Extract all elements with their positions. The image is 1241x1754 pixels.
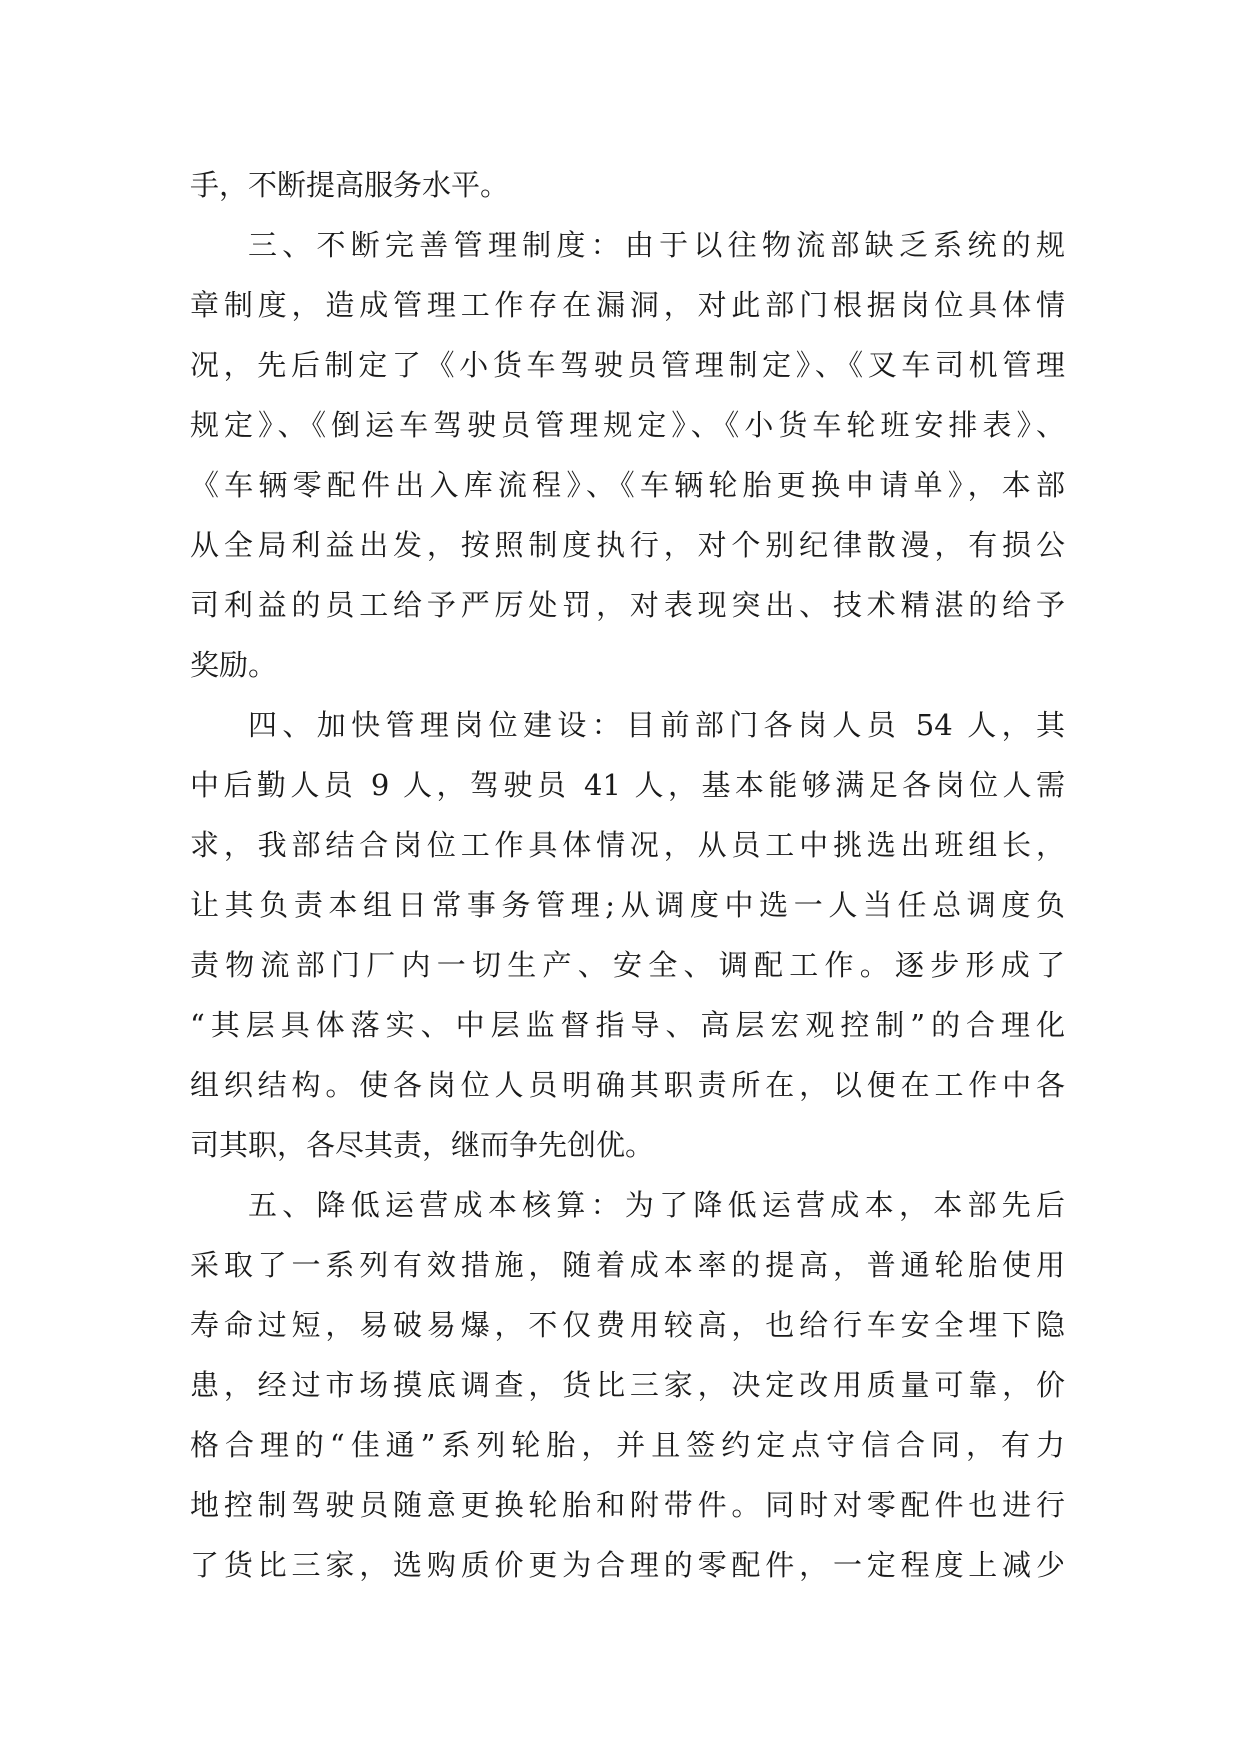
text-line: 让其负责本组日常事务管理;从调度中选一人当任总调度负	[190, 888, 1065, 922]
text-line: 奖励。	[190, 648, 278, 682]
text-line: 章制度，造成管理工作存在漏洞，对此部门根据岗位具体情	[190, 288, 1065, 322]
text-line: 况，先后制定了《小货车驾驶员管理制定》、《叉车司机管理	[190, 348, 1065, 382]
text-line: 《车辆零配件出入库流程》、《车辆轮胎更换申请单》，本部	[190, 468, 1065, 502]
text-line: 患，经过市场摸底调查，货比三家，决定改用质量可靠，价	[190, 1368, 1065, 1402]
text-line: “其层具体落实、中层监督指导、高层宏观控制”的合理化	[190, 1008, 1065, 1042]
text-line: 采取了一系列有效措施，随着成本率的提高，普通轮胎使用	[190, 1248, 1065, 1282]
text-line: 了货比三家，选购质价更为合理的零配件，一定程度上减少	[190, 1548, 1065, 1582]
text-line: 五、降低运营成本核算：为了降低运营成本，本部先后	[248, 1188, 1065, 1222]
body-text	[190, 155, 1065, 1595]
text-line: 地控制驾驶员随意更换轮胎和附带件。同时对零配件也进行	[190, 1488, 1065, 1522]
text-line: 三、不断完善管理制度：由于以往物流部缺乏系统的规	[248, 228, 1065, 262]
text-line: 司利益的员工给予严厉处罚，对表现突出、技术精湛的给予	[190, 588, 1065, 622]
text-line: 手，不断提高服务水平。	[190, 168, 510, 202]
text-line: 责物流部门厂内一切生产、安全、调配工作。逐步形成了	[190, 948, 1065, 982]
text-line: 格合理的“佳通”系列轮胎，并且签约定点守信合同，有力	[190, 1428, 1065, 1462]
text-line: 司其职，各尽其责，继而争先创优。	[190, 1128, 655, 1162]
text-line: 寿命过短，易破易爆，不仅费用较高，也给行车安全埋下隐	[190, 1308, 1065, 1342]
text-line: 从全局利益出发，按照制度执行，对个别纪律散漫，有损公	[190, 528, 1065, 562]
text-line: 中后勤人员 9 人，驾驶员 41 人，基本能够满足各岗位人需	[190, 768, 1065, 802]
text-line: 四、加快管理岗位建设：目前部门各岗人员 54 人，其	[248, 708, 1065, 742]
text-line: 求，我部结合岗位工作具体情况，从员工中挑选出班组长，	[190, 828, 1065, 862]
text-line: 组织结构。使各岗位人员明确其职责所在，以便在工作中各	[190, 1068, 1065, 1102]
text-line: 规定》、《倒运车驾驶员管理规定》、《小货车轮班安排表》、	[190, 408, 1065, 442]
